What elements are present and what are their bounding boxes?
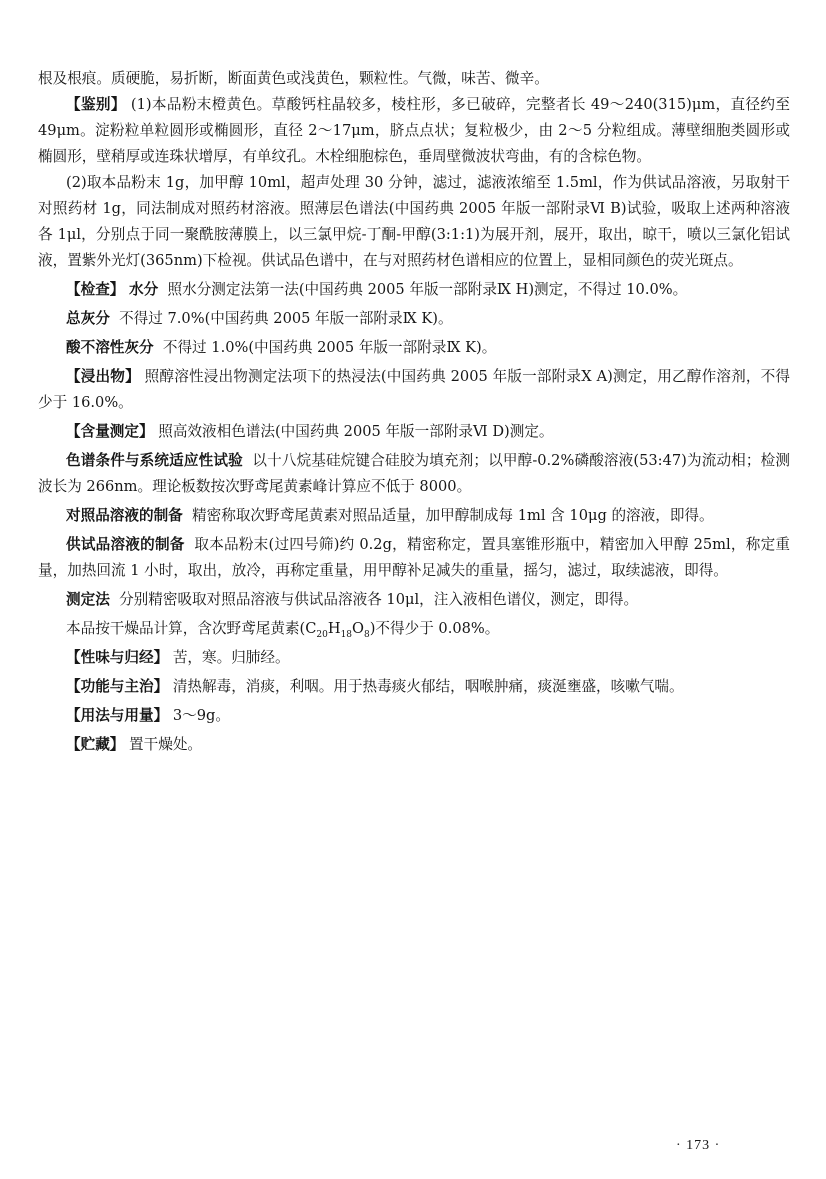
property-text: 苦，寒。归肺经。 [172,649,290,666]
reference-solution-para [38,503,790,529]
page-body [38,66,790,758]
acid-insoluble-ash-para [38,335,790,361]
identification-text-1: (1)本品粉末橙黄色。草酸钙柱晶较多，棱柱形，多已破碎，完整者长 49～240(315)μm，直径约至 49μm。淀粉粒单粒圆形或椭圆形，直径 2～17μm，脐点点状；复粒极少，由 2～5 分粒组成。薄壁细胞类圆形或椭圆形，壁稍厚或连珠状增厚，有单纹孔。木栓细胞棕色，垂周壁微波状弯曲，有的含棕色物。 [38,96,790,165]
test-solution-para [38,532,790,584]
content-limit-text-a: 本品按干燥品计算，含次野鸢尾黄素(C [66,620,317,637]
dosage-para [38,703,790,729]
total-ash-text: 不得过 7.0%(中国药典 2005 年版一部附录Ⅸ K)。 [119,310,453,327]
chromatography-subheading: 色谱条件与系统适应性试验 [66,452,243,469]
property-para [38,645,790,671]
inspection-para [38,277,790,303]
test-solution-text: 取本品粉末(过四号筛)约 0.2g，精密称定，置具塞锥形瓶中，精密加入甲醇 25ml，称定重量，加热回流 1 小时，取出，放冷，再称定重量，用甲醇补足减失的重量，摇匀，滤过，取续滤液，即得。 [38,536,790,579]
content-limit-para [38,616,790,642]
content-limit-text-d: )不得少于 0.08%。 [369,620,500,637]
dosage-heading: 【用法与用量】 [66,707,169,724]
chromatography-para [38,448,790,500]
formula-sub-o: 8 [363,629,370,640]
storage-text: 置干燥处。 [129,736,203,753]
moisture-text: 照水分测定法第一法(中国药典 2005 年版一部附录Ⅸ H)测定，不得过 10.0%。 [167,281,688,298]
formula-sub-c: 20 [316,629,328,640]
total-ash-subheading: 总灰分 [66,310,110,327]
dosage-text: 3～9g。 [172,707,230,724]
identification-para-1 [38,92,790,170]
acid-insoluble-ash-subheading: 酸不溶性灰分 [66,339,154,356]
identification-para-2 [38,170,790,274]
continued-paragraph: 根及根痕。质硬脆，易折断，断面黄色或浅黄色，颗粒性。气微，味苦、微辛。 [38,70,549,87]
acid-insoluble-ash-text: 不得过 1.0%(中国药典 2005 年版一部附录Ⅸ K)。 [162,339,497,356]
function-text: 清热解毒，消痰，利咽。用于热毒痰火郁结，咽喉肿痛，痰涎壅盛，咳嗽气喘。 [172,678,684,695]
procedure-subheading: 测定法 [66,591,110,608]
function-para [38,674,790,700]
identification-text-2: (2)取本品粉末 1g，加甲醇 10ml，超声处理 30 分钟，滤过，滤液浓缩至 1.5ml，作为供试品溶液，另取射干对照药材 1g，同法制成对照药材溶液。照薄层色谱法(中国药典 2005 年版一部附录Ⅵ B)试验，吸取上述两种溶液各 1μl，分别点于同一聚酰胺薄膜上，以三氯甲烷-丁酮-甲醇(3:1:1)为展开剂，展开，取出，晾干，喷以三氯化铝试液，置紫外光灯(365nm)下检视。供试品色谱中，在与对照药材色谱相应的位置上，显相同颜色的荧光斑点。 [38,174,790,269]
content-limit-text-c: O [352,620,364,637]
inspection-heading: 【检查】 [66,281,125,298]
extract-para [38,364,790,416]
procedure-para [38,587,790,613]
page-number: · 173 · [676,1138,721,1153]
storage-para [38,732,790,758]
chromatography-text: 以十八烷基硅烷键合硅胶为填充剂；以甲醇-0.2%磷酸溶液(53:47)为流动相；检测波长为 266nm。理论板数按次野鸢尾黄素峰计算应不低于 8000。 [38,452,790,495]
content-limit-text-b: H [327,620,341,637]
procedure-text: 分别精密吸取对照品溶液与供试品溶液各 10μl，注入液相色谱仪，测定，即得。 [119,591,639,608]
formula-sub-h: 18 [340,629,353,640]
identification-heading: 【鉴别】 [66,96,126,113]
reference-solution-subheading: 对照品溶液的制备 [66,507,183,524]
extract-heading: 【浸出物】 [66,368,140,385]
storage-heading: 【贮藏】 [66,736,125,753]
function-heading: 【功能与主治】 [66,678,169,695]
property-heading: 【性味与归经】 [66,649,169,666]
moisture-subheading: 水分 [129,281,159,298]
test-solution-subheading: 供试品溶液的制备 [66,536,185,553]
assay-heading: 【含量测定】 [66,423,154,440]
total-ash-para [38,306,790,332]
assay-text: 照高效液相色谱法(中国药典 2005 年版一部附录Ⅵ D)测定。 [158,423,554,440]
reference-solution-text: 精密称取次野鸢尾黄素对照品适量，加甲醇制成每 1ml 含 10μg 的溶液，即得。 [192,507,714,524]
extract-text: 照醇溶性浸出物测定法项下的热浸法(中国药典 2005 年版一部附录Ⅹ A)测定，用乙醇作溶剂，不得少于 16.0%。 [38,368,790,411]
assay-para [38,419,790,445]
